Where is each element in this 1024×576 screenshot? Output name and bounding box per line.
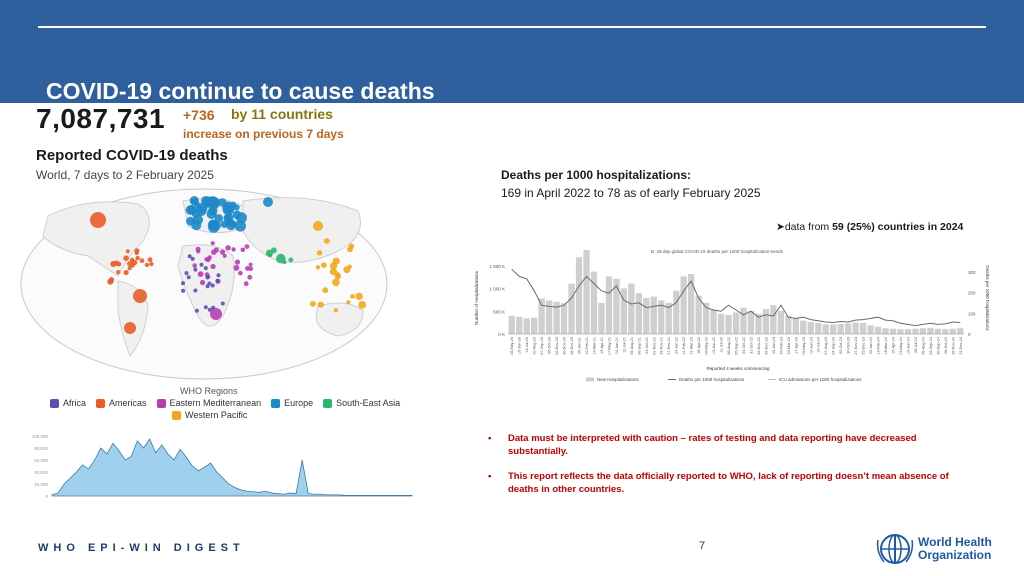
map-death-marker [148,257,153,262]
legend-label: Eastern Mediterranean [169,398,262,408]
hosp-x-tick-label: 07-Aug-23 [824,337,829,355]
hosp-bar [643,298,649,334]
legend-row [50,398,400,408]
hosp-x-tick-label: 07-Sep-20 [540,337,545,355]
legend-swatch [96,399,105,408]
map-death-marker [348,265,352,269]
hosp-x-tick-label: 12-Jun-23 [809,337,814,355]
header-divider [38,26,986,28]
map-death-marker [132,260,138,266]
hosp-bar [800,321,806,334]
hosp-x-tick-label: 23-Jan-23 [771,337,776,355]
hosp-bar [867,325,873,334]
hosp-bar [793,318,799,334]
hosp-bar [576,257,582,334]
who-word-line-2: Organization [918,548,992,562]
who-emblem-icon [876,532,914,566]
map-death-marker [181,289,185,293]
hosp-bar [725,315,731,334]
map-death-marker [330,268,337,275]
hosp-bar [823,324,829,334]
map-death-marker [114,261,119,266]
hosp-x-tick-label: 27-Dec-21 [667,337,672,355]
hosp-bar [718,314,724,334]
hosp-bar [606,276,612,334]
hosp-x-tick-label: 28-Dec-20 [570,337,574,355]
hosp-bar [688,274,694,334]
hosp-bar [778,311,784,334]
map-death-marker [225,245,230,250]
hosp-bar [516,317,522,334]
hosp-x-tick-label: 06-Sep-21 [637,337,642,355]
hosp-x-tick-label: 12-Jul-21 [622,337,627,353]
hosp-legend-label: New Hospitalizations [597,377,639,382]
hosp-x-tick-label: 10-Jun-24 [906,337,911,355]
hosp-legend-label: ICU admissions per 1000 hospitalizations [779,377,862,382]
legend-label: Africa [63,398,87,408]
hospitalization-detail: 169 in April 2022 to 78 as of early February 2025 [501,186,761,200]
map-death-marker [195,309,199,313]
hosp-bar [733,312,739,334]
hosp-bar [681,276,687,334]
hosp-y-tick-label: 500 K [493,309,505,315]
increase-label: increase on previous 7 days [183,127,344,141]
map-death-marker [276,254,286,264]
legend-item-western-pacific [172,410,247,420]
map-death-marker [349,244,355,250]
map-death-marker [135,251,139,255]
legend-swatch [271,399,280,408]
hosp-bar [568,284,574,334]
hosp-bar [815,323,821,334]
hosp-x-tick-label: 22-Jan-24 [869,337,874,355]
map-death-marker [248,267,253,272]
hosp-x-tick-label: 01-Nov-21 [652,337,657,355]
hosp-x-tick-label: 14-Jun-21 [614,337,619,355]
bullet-item [488,470,978,497]
map-death-marker [127,261,133,267]
hosp-x-tick-label: 30-Oct-23 [846,337,851,354]
hosp-x-tick-label: 10-Aug-20 [532,337,537,355]
map-death-marker [321,262,327,268]
hosp-x-tick-label: 10-Jul-23 [816,337,821,353]
map-death-marker [200,280,205,285]
hosp-legend-swatch [586,378,594,382]
hosp-x-tick-label: 15-Jun-20 [517,337,522,355]
hosp-bar [950,329,956,334]
hosp-bar [838,324,844,334]
hospitalization-heading: Deaths per 1000 hospitalizations: [501,168,692,182]
hosp-x-tick-label: 03-Oct-22 [742,337,746,354]
map-death-marker [221,302,225,306]
hosp-bar [830,324,836,334]
map-death-marker [238,271,243,276]
map-death-marker [191,198,198,205]
map-death-marker [217,273,221,277]
map-death-marker [333,258,340,265]
map-death-marker [310,301,316,307]
hosp-y-tick-label: 0 K [498,332,505,337]
hosp-x-tick-label: 30-Nov-20 [562,337,567,355]
map-death-marker [109,279,113,283]
hosp-x-tick-label: 02-Nov-20 [555,337,560,355]
map-death-marker [188,254,192,258]
map-death-marker [317,250,322,255]
hosp-x-tick-label: 04-Sep-23 [831,337,836,355]
hosp-x-tick-label: 25-Dec-23 [861,337,866,355]
map-death-marker [350,294,355,299]
map-death-marker [268,253,272,257]
legend-swatch [50,399,59,408]
hosp-bar [763,309,769,334]
map-death-marker [196,249,200,253]
map-death-marker [135,256,139,260]
hosp-x-tick-label: 13-May-24 [899,337,903,356]
total-deaths: 7,087,731 [36,103,166,134]
map-death-marker [211,264,216,269]
hosp-bar [561,303,567,334]
hosp-bar [860,323,866,334]
map-death-marker [149,262,153,266]
map-death-marker [220,250,225,255]
hosp-x-tick-label: 20-Mar-23 [786,337,791,355]
map-death-marker [123,255,129,261]
map-death-marker [207,196,219,208]
hosp-bar [785,316,791,334]
map-death-marker [244,281,249,286]
hosp-x-tick-label: 30-Sep-24 [936,337,941,355]
area-y-tick-label: 0 [45,494,48,499]
hosp-x-tick-label: 27-Nov-23 [854,337,859,355]
map-death-marker [145,263,149,267]
area-series-weekly-deaths [52,439,412,496]
hosp-x-tick-label: 17-May-21 [607,337,612,356]
map-death-marker [193,268,197,272]
countries-count: by 11 countries [231,106,333,122]
bullet-item [488,432,978,459]
legend-swatch [172,411,181,420]
area-y-tick-label: 80,000 [34,446,48,451]
hosp-x-tick-label: 05-Oct-20 [547,337,552,354]
legend-item-south-east-asia [323,398,400,408]
hosp-bar [935,329,941,334]
hosp-bar [583,250,589,334]
map-death-marker [90,212,106,228]
map-death-marker [124,270,129,275]
map-death-marker [316,265,320,269]
data-note-bold: 59 (25%) countries in 2024 [832,221,964,233]
legend-label: South-East Asia [336,398,401,408]
hosp-bar [942,329,948,334]
hosp-x-tick-label: 20-Feb-23 [779,337,784,355]
hosp-bar [890,329,896,334]
map-death-marker [263,197,273,207]
hosp-bar [546,300,552,334]
hosp-bar [748,311,754,334]
slide-title: COVID-19 continue to cause deaths [46,78,435,104]
map-death-marker [211,241,215,245]
bullet-text: This report reflects the data officially reported to WHO, lack of reporting doesn’t mean absence of deaths in other countries. [508,470,949,495]
map-death-marker [358,301,366,309]
hosp-bar [628,284,634,334]
data-coverage-note [776,221,963,233]
who-word-line-1: World Health [918,535,992,550]
map-death-marker [322,287,328,293]
hosp-x-tick-label: 18-Mar-24 [884,337,888,355]
hosp-x-tick-label: 09-Aug-21 [629,337,634,355]
hosp-x-tick-label: 02-Oct-23 [839,337,844,354]
map-subtitle: World, 7 days to 2 February 2025 [36,168,214,182]
hosp-x-tick-label: 04-Oct-21 [644,337,649,354]
bullet-dot-icon: • [488,470,492,482]
hosp-x-tick-label: 26-Dec-22 [764,337,769,355]
hosp-bar [957,328,963,334]
map-death-marker [200,263,204,267]
hosp-y2-tick-label: 300 [968,270,976,275]
map-death-marker [235,260,240,265]
hosp-x-tick-label: 29-Nov-21 [659,337,664,355]
hosp-bar [875,327,881,334]
map-death-marker [233,265,239,271]
map-death-marker [124,322,136,334]
hosp-x-tick-label: 02-Sep-24 [928,337,933,355]
weekly-deaths-area-chart [22,428,417,506]
map-death-marker [204,266,208,270]
legend-label: Americas [109,398,147,408]
hosp-y2-axis-label: Deaths per 1000 hospitalizations [985,265,990,331]
map-death-marker [288,258,293,263]
map-death-marker [126,249,130,253]
map-death-marker [324,238,330,244]
map-death-marker [207,282,211,286]
who-wordmark [918,536,992,561]
legend-swatch [323,399,332,408]
map-death-marker [198,271,204,277]
map-death-marker [140,258,145,263]
area-y-tick-label: 60,000 [34,458,48,463]
map-death-marker [192,263,197,268]
hosp-x-tick-label: 15-Apr-24 [891,337,896,354]
hospitalization-deaths-chart [468,244,996,388]
map-death-marker [346,300,350,304]
map-death-marker [185,271,189,275]
legend-swatch [157,399,166,408]
hosp-y-tick-label: 1 000 K [489,286,505,292]
hosp-x-tick-label: 19-Apr-21 [599,337,604,354]
hosp-x-tick-label: 24-Jan-22 [674,337,679,355]
hosp-x-tick-label: 05-Sep-22 [734,337,739,355]
hosp-x-tick-label: 25-Nov-24 [951,337,956,355]
hosp-bar [531,318,537,334]
map-death-marker [204,305,208,309]
area-y-tick-label: 20,000 [34,482,48,487]
map-death-marker [245,244,250,249]
hosp-bar [651,297,657,334]
bullet-dot-icon: • [488,433,492,444]
bullet-text: Data must be interpreted with caution – rates of testing and data reporting have decreased substantially. [508,433,917,458]
who-logo [876,532,992,566]
map-death-marker [207,255,212,260]
hosp-bar [740,308,746,334]
map-death-marker [241,248,246,253]
legend-row-2 [172,410,247,420]
hosp-x-tick-label: 22-Feb-21 [585,337,589,355]
data-note-prefix: data from [784,221,833,233]
map-death-marker [133,289,147,303]
hosp-x-tick-label: 11-Jul-22 [719,337,724,353]
map-death-marker [191,257,195,261]
map-death-marker [187,275,191,279]
deaths-increase: +736 [183,107,215,123]
hosp-x-tick-label: 22-Mar-21 [592,337,597,355]
hosp-bar [509,316,515,334]
map-death-marker [236,212,247,223]
map-death-marker [211,306,215,310]
hosp-x-tick-label: 28-Oct-24 [943,337,948,354]
legend-label: Western Pacific [185,410,248,420]
hosp-bar [636,293,642,334]
arrow-bullet-icon: ➤ [776,221,785,233]
hosp-legend-label: Deaths per 1000 hospitalizations [679,377,745,382]
hosp-y-axis-label: Number of Hospitalizations [474,271,479,325]
hosp-bar [598,303,604,334]
legend-label: Europe [284,398,314,408]
hosp-bar [905,329,911,334]
map-death-marker [313,221,323,231]
map-death-marker [247,275,252,280]
hosp-x-tick-label: 16-May-22 [704,337,709,356]
hosp-x-axis-label: Reported 4 weeks commencing [706,366,770,371]
map-death-marker [211,250,216,255]
hosp-bar [853,323,859,335]
hosp-bar [770,305,776,334]
legend-item-europe [271,398,313,408]
map-death-marker [181,281,185,285]
map-death-marker [249,263,253,267]
hosp-chart-title: B. 28-day global COVID-19 deaths per 1000 hospitalization trends [651,249,783,254]
map-death-marker [334,308,338,312]
footer-label: WHO EPI-WIN DIGEST [38,542,245,554]
map-death-marker [116,270,120,274]
hosp-bar [882,328,888,334]
hosp-x-tick-label: 21-Mar-22 [689,337,694,355]
hosp-x-tick-label: 05-Aug-24 [921,337,926,355]
hosp-x-tick-label: 18-May-20 [510,337,515,356]
map-death-marker [225,217,234,226]
hosp-x-tick-label: 08-Aug-22 [727,337,731,355]
map-death-marker [188,206,197,215]
legend-item-eastern-mediterranean [157,398,262,408]
hosp-x-tick-label: 15-May-23 [801,337,806,356]
hosp-bar [673,291,679,334]
hosp-bar [539,299,545,335]
world-deaths-map [18,186,390,382]
map-death-marker [208,220,218,230]
legend-title: WHO Regions [180,386,238,396]
map-death-marker [193,289,197,293]
legend-item-africa [50,398,86,408]
hosp-x-tick-label: 23-Dec-24 [958,337,963,355]
map-death-marker [318,302,324,308]
map-death-marker [208,308,212,312]
hosp-y2-tick-label: 100 [968,311,976,317]
hosp-bar [927,328,933,334]
map-death-marker [216,279,220,283]
map-death-marker [191,220,201,230]
hosp-x-tick-label: 08-Jul-24 [913,337,918,353]
hosp-x-tick-label: 28-Nov-22 [756,337,761,355]
area-y-tick-label: 100,000 [31,434,48,439]
hosp-bar [897,329,903,334]
map-death-marker [355,293,362,300]
hosp-bar [912,329,918,334]
hosp-x-tick-label: 18-Apr-22 [697,337,702,354]
hosp-y2-tick-label: 0 [968,332,971,337]
caveat-bullets [488,432,978,507]
hosp-x-tick-label: 21-Feb-22 [682,337,687,355]
hosp-x-tick-label: 25-Jan-21 [577,337,582,355]
hosp-bar [920,328,926,334]
hosp-x-tick-label: 19-Feb-24 [876,337,881,355]
legend-item-americas [96,398,147,408]
map-title: Reported COVID-19 deaths [36,147,228,164]
hosp-bar [845,323,851,334]
hosp-bar [524,318,530,334]
hosp-bar [808,322,814,334]
hosp-y2-tick-label: 200 [968,290,976,296]
map-death-marker [231,247,235,251]
map-death-marker [223,204,235,216]
hosp-x-tick-label: 13-Jul-20 [525,337,530,353]
page-number: 7 [699,540,706,552]
hosp-x-tick-label: 17-Apr-23 [794,337,799,354]
hosp-y-tick-label: 1 500 K [489,264,505,269]
hosp-bar [710,310,716,334]
area-y-tick-label: 40,000 [34,470,48,475]
hosp-x-tick-label: 13-Jun-22 [712,337,717,355]
map-death-marker [206,275,210,279]
map-death-marker [332,279,340,287]
hosp-x-tick-label: 31-Oct-22 [749,337,754,354]
